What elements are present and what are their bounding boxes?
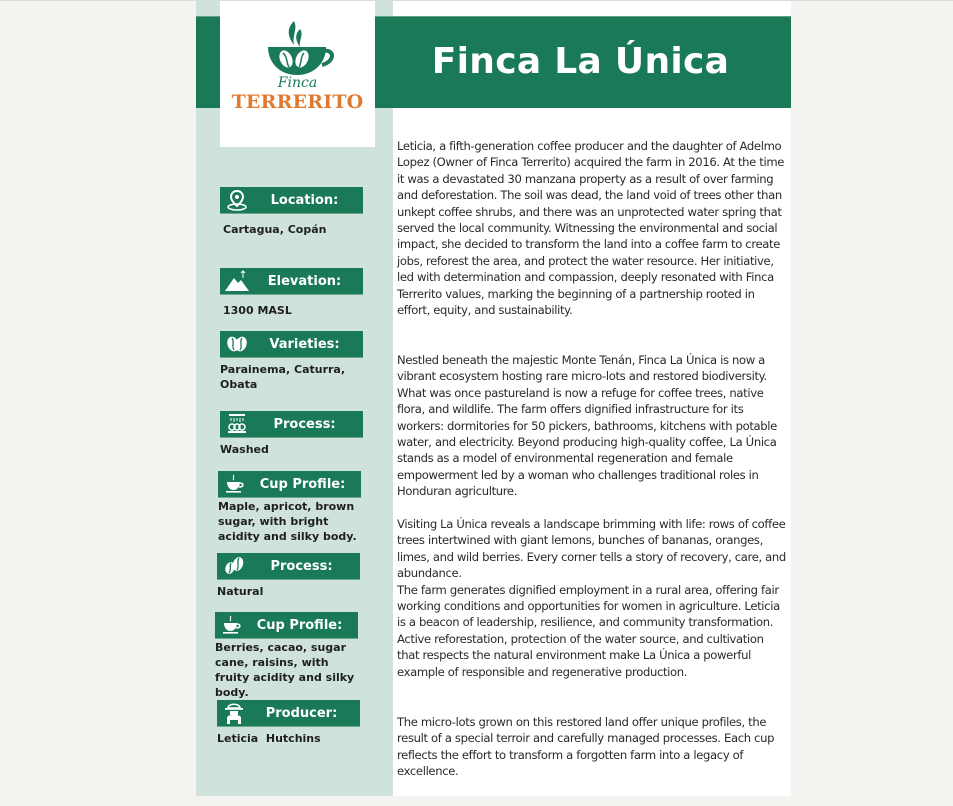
farmer-icon (217, 701, 251, 725)
elevation-label: Elevation: (220, 268, 363, 295)
varieties-label: Varieties: (220, 331, 363, 358)
elevation-value: 1300 MASL (223, 304, 292, 317)
logo (220, 1, 375, 147)
logo-text-finca: Finca (277, 75, 318, 91)
paragraph-5: The micro-lots grown on this restored land offer unique profiles, the result of a special terroir and carefully managed processes. Each cup reflects the effort to transform a forgotten farm into a legacy of excellence. (397, 715, 775, 779)
location-pin-icon (220, 188, 254, 212)
washing-shower-icon (220, 412, 254, 436)
cup-profile-1-value: Maple, apricot, brown sugar, with bright acidity and silky body. (218, 500, 357, 543)
paragraph-3: Visiting La Única reveals a landscape brimming with life: rows of coffee trees intertwined with giant lemons, bunches of bananas, oranges, limes, and wild berries. Every corner tells a story of recovery, care, and abundance. The farm generates dignified employment in a rural area, offering fair working conditions and opportunities for women in agriculture. Leticia is a beacon of leadership, resilience, and community transformation. Active reforestation, protection of the water source, and cultivation that respects the natural environment make La Única a powerful example of responsible and regenerative production. (397, 517, 786, 679)
process-natural-label: Process: (217, 553, 360, 580)
mountain-elevation-icon (220, 269, 254, 293)
paragraph-2: Nestled beneath the majestic Monte Tenán, Finca La Única is now a vibrant ecosystem hosting rare micro-lots and restored biodiversity. What was once pastureland is now a refuge for coffee trees, native flora, and wildlife. The farm offers dignified infrastructure for its workers: dormitories for 50 pickers, bathrooms, kitchens with potable water, and electricity. Beyond producing high-quality coffee, La Única stands as a model of environmental regeneration and female empowerment led by a woman who challenges traditional roles in Honduran agriculture. (397, 353, 777, 499)
coffee-cup-leaves-logo-icon (220, 1, 375, 81)
varieties-value: Parainema, Caturra, Obata (220, 363, 346, 391)
producer-label: Producer: (217, 700, 360, 727)
process-natural-value: Natural (217, 585, 264, 598)
coffee-beans-icon (217, 554, 251, 578)
producer-value: Leticia Hutchins (217, 732, 321, 745)
process-washed-value: Washed (220, 443, 269, 456)
coffee-cup-icon (218, 472, 252, 496)
cup-profile-1-label: Cup Profile: (218, 471, 361, 498)
process-washed-label: Process: (220, 411, 363, 438)
location-value: Cartagua, Copán (223, 223, 327, 236)
location-label: Location: (220, 187, 363, 214)
page-title: Finca La Única (431, 41, 730, 82)
coffee-cup-icon (215, 613, 249, 637)
logo-text-terrerito: TERRERITO (231, 91, 364, 113)
cup-profile-2-value: Berries, cacao, sugar cane, raisins, with fruity acidity and silky body. (215, 641, 355, 699)
coffee-beans-icon (220, 332, 254, 356)
paragraph-1: Leticia, a fifth-generation coffee producer and the daughter of Adelmo Lopez (Owner of Finca Terrerito) acquired the farm in 2016. At the time it was a devastated 30 manzana property as a result of over farming and deforestation. The soil was dead, the land void of trees other than unkept coffee shrubs, and there was an unprotected water spring that served the local community. Witnessing the environmental and social impact, she decided to transform the land into a coffee farm to create jobs, reforest the area, and protect the water resource. Her initiative, led with determination and compassion, deeply resonated with Finca Terrerito values, marking the beginning of a partnership rooted in effort, equity, and sustainability. (397, 139, 785, 318)
cup-profile-2-label: Cup Profile: (215, 612, 358, 639)
